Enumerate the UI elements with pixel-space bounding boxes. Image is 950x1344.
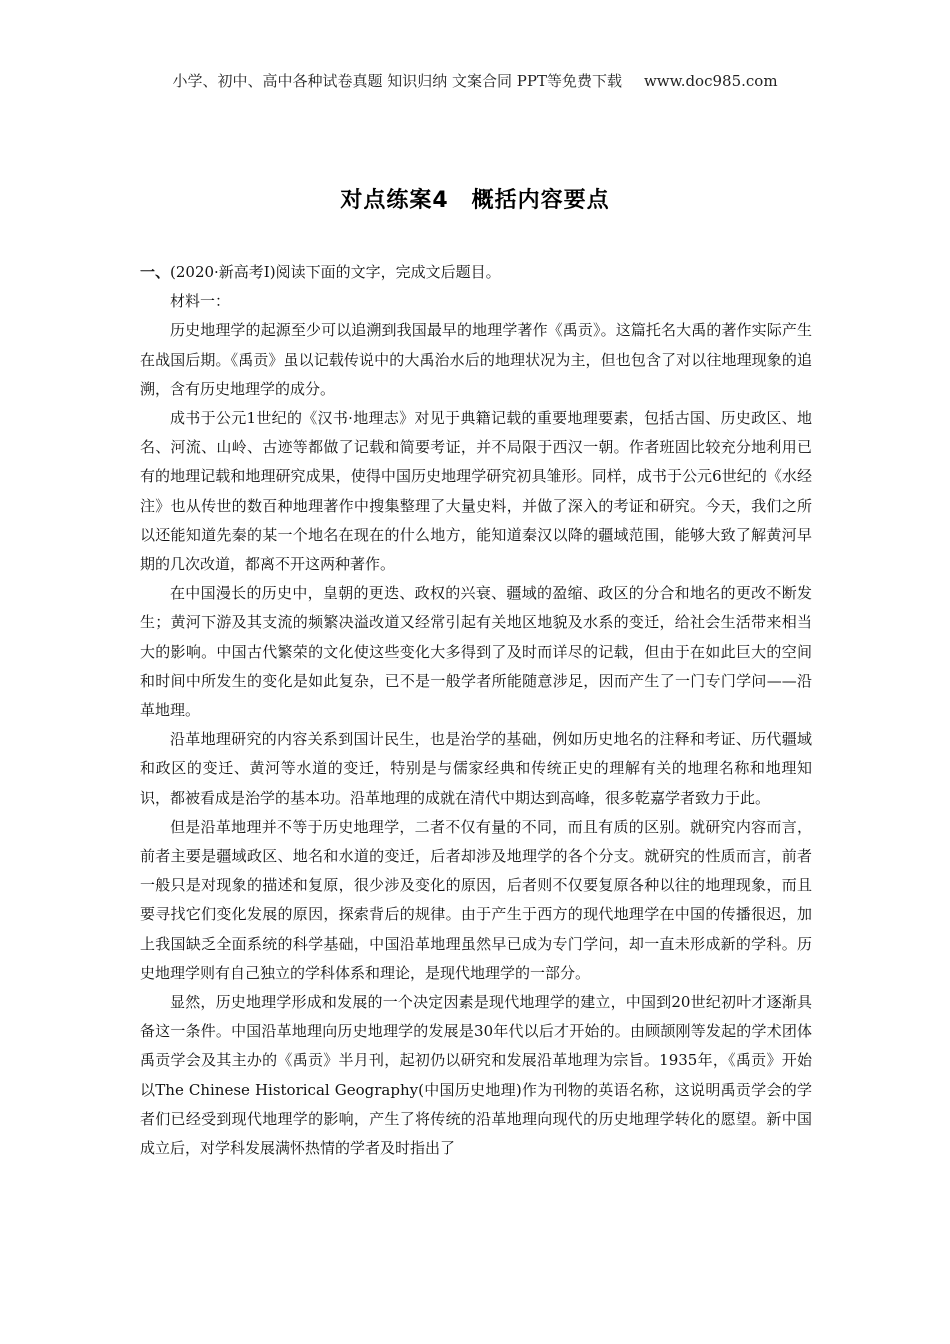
page-title: 对点练案4 概括内容要点	[340, 188, 610, 213]
question-prompt: 阅读下面的文字，完成文后题目。	[275, 263, 501, 281]
question-heading	[140, 258, 812, 287]
paragraph: 显然，历史地理学形成和发展的一个决定因素是现代地理学的建立，中国到20世纪初叶才逐渐具备这一条件。中国沿革地理向历史地理学的发展是30年代以后才开始的。由顾颉刚等发起的学术团体禹贡学会及其主办的《禹贡》半月刊，起初仍以研究和发展沿革地理为宗旨。1935年，《禹贡》开始以The Chinese Historical Geography(中国历史地理)作为刊物的英语名称，这说明禹贡学会的学者们已经受到现代地理学的影响，产生了将传统的沿革地理向现代的历史地理学转化的愿望。新中国成立后，对学科发展满怀热情的学者及时指出了	[140, 993, 812, 1158]
paragraph: 在中国漫长的历史中，皇朝的更迭、政权的兴衰、疆域的盈缩、政区的分合和地名的更改不断发生；黄河下游及其支流的频繁决溢改道又经常引起有关地区地貌及水系的变迁，给社会生活带来相当大的影响。中国古代繁荣的文化使这些变化大多得到了及时而详尽的记载，但由于在如此巨大的空间和时间中所发生的变化是如此复杂，已不是一般学者所能随意涉足，因而产生了一门专门学问——沿革地理。	[140, 584, 812, 720]
header-site-link[interactable]: www.doc985.com	[643, 72, 778, 90]
question-source: (2020·新高考Ⅰ)	[170, 263, 276, 281]
document-body	[140, 258, 812, 1163]
material-label: 材料一：	[170, 292, 231, 311]
header-text: 小学、初中、高中各种试卷真题 知识归纳 文案合同 PPT等免费下载	[172, 72, 622, 90]
question-number: 一、	[140, 263, 171, 281]
paragraph: 沿革地理研究的内容关系到国计民生，也是治学的基础，例如历史地名的注释和考证、历代疆域和政区的变迁、黄河等水道的变迁，特别是与儒家经典和传统正史的理解有关的地理名称和地理知识，都被看成是治学的基本功。沿革地理的成就在清代中期达到高峰，很多乾嘉学者致力于此。	[140, 730, 812, 807]
paragraph: 成书于公元1世纪的《汉书·地理志》对见于典籍记载的重要地理要素，包括古国、历史政区、地名、河流、山岭、古迹等都做了记载和简要考证，并不局限于西汉一朝。作者班固比较充分地利用已有的地理记载和地理研究成果，使得中国历史地理学研究初具雏形。同样，成书于公元6世纪的《水经注》也从传世的数百种地理著作中搜集整理了大量史料，并做了深入的考证和研究。今天，我们之所以还能知道先秦的某一个地名在现在的什么地方，能知道秦汉以降的疆域范围，能够大致了解黄河早期的几次改道，都离不开这两种著作。	[140, 409, 812, 574]
page-header	[0, 70, 950, 91]
paragraph: 历史地理学的起源至少可以追溯到我国最早的地理学著作《禹贡》。这篇托名大禹的著作实际产生在战国后期。《禹贡》虽以记载传说中的大禹治水后的地理状况为主，但也包含了对以往地理现象的追溯，含有历史地理学的成分。	[140, 321, 812, 398]
paragraph: 但是沿革地理并不等于历史地理学，二者不仅有量的不同，而且有质的区别。就研究内容而言，前者主要是疆域政区、地名和水道的变迁，后者却涉及地理学的各个分支。就研究的性质而言，前者一般只是对现象的描述和复原，很少涉及变化的原因，后者则不仅要复原各种以往的地理现象，而且要寻找它们变化发展的原因，探索背后的规律。由于产生于西方的现代地理学在中国的传播很迟，加上我国缺乏全面系统的科学基础，中国沿革地理虽然早已成为专门学问，却一直未形成新的学科。历史地理学则有自己独立的学科体系和理论，是现代地理学的一部分。	[140, 817, 812, 982]
